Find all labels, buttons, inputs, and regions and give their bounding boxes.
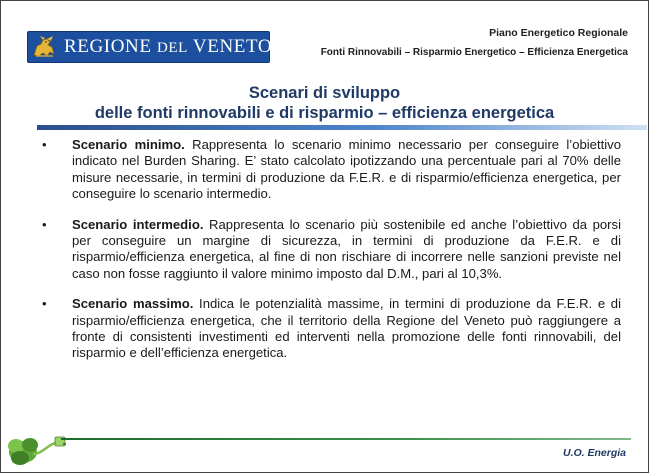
logo-word-veneto: VENETO	[187, 36, 273, 57]
bullet-text: Rappresenta lo scenario più sostenibile ed anche l’obiettivo da porsi per conseguire un margine di sicurezza, in termini di produzione da F.E.R. e di risparmio/efficienza energetica, al fine di non rischiare di incorrere nelle sanzioni previste nel caso non fosse raggiunto il valore minimo imposto dal D.M., pari al 10,3%.	[72, 216, 621, 281]
footer-divider	[61, 438, 631, 440]
footer-label: U.O. Energia	[562, 447, 626, 459]
bullet-scenario-intermedio	[31, 217, 621, 283]
bullet-heading: Scenario minimo.	[72, 137, 185, 152]
bullet-scenario-minimo	[31, 137, 621, 203]
bullet-marker: •	[42, 137, 47, 152]
bullet-heading: Scenario intermedio.	[72, 216, 204, 232]
bullet-text: Rappresenta lo scenario minimo necessario per conseguire l’obiettivo indicato nel Burden Sharing. E’ stato calcolato ipotizzando una percentuale pari al 70% delle misure necessarie, in termini di produzione da F.E.R. e di risparmio/efficienza energetica, per conseguire lo scenario intermedio.	[72, 137, 621, 202]
header-subtitle: Fonti Rinnovabili – Risparmio Energetico – Efficienza Energetica	[320, 47, 628, 58]
bullet-heading: Scenario massimo.	[72, 296, 194, 312]
green-plug-plant-icon	[3, 426, 67, 472]
slide-title: Scenari di sviluppo	[248, 84, 401, 102]
bullet-scenario-massimo	[31, 296, 621, 362]
lion-of-saint-mark-icon	[31, 35, 57, 59]
slide-title-line2: delle fonti rinnovabili e di risparmio – efficienza energetica	[94, 104, 555, 122]
regione-veneto-logo	[27, 31, 273, 63]
title-underline	[37, 125, 647, 130]
header-title: Piano Energetico Regionale	[489, 27, 628, 39]
bullet-marker: •	[42, 296, 47, 312]
bullet-marker: •	[42, 216, 47, 232]
logo-word-del: DEL	[156, 40, 188, 56]
bullet-text: Indica le potenzialità massime, in termini di produzione da F.E.R. e di risparmio/efficienza energetica, che il territorio della Regione del Veneto può raggiungere a fronte di consistenti investimenti ed interventi nella promozione delle fonti rinnovabili, del risparmio e dell’efficienza energetica.	[72, 296, 621, 361]
logo-word-regione: REGIONE	[64, 36, 157, 57]
logo-wordmark	[64, 35, 272, 60]
bullet-list	[31, 137, 621, 376]
